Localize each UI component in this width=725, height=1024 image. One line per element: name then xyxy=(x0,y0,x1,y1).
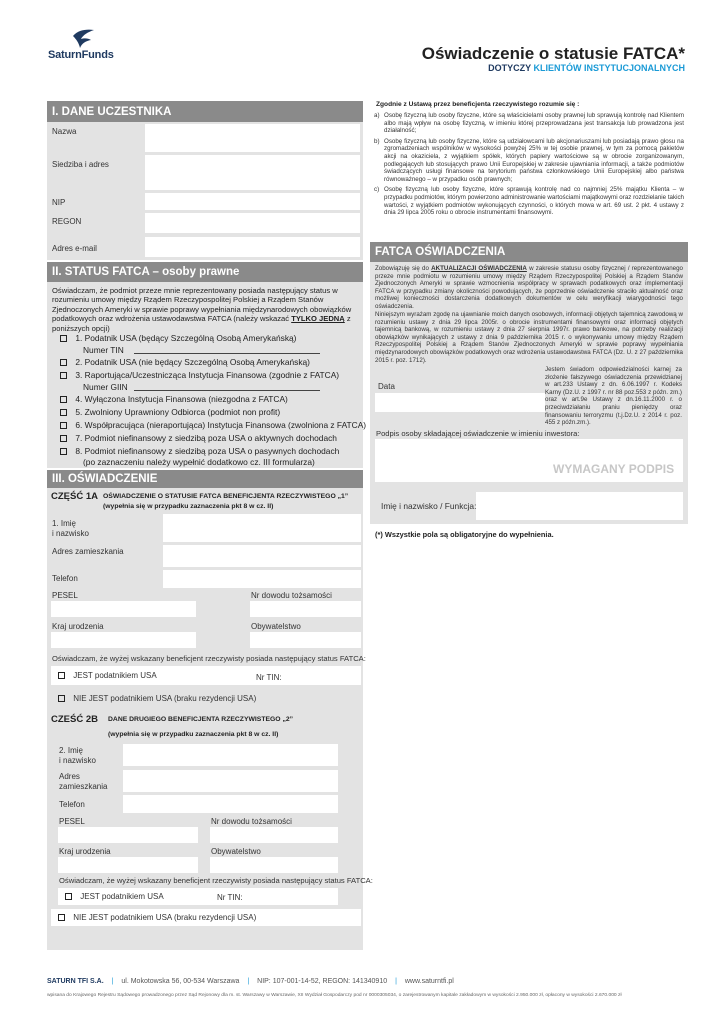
name-function-label: Imię i nazwisko / Funkcja: xyxy=(381,501,477,511)
checkbox[interactable] xyxy=(58,914,65,921)
b1-phone-field[interactable] xyxy=(163,570,361,588)
b1-id-label: Nr dowodu tożsamości xyxy=(251,591,332,600)
checkbox[interactable] xyxy=(58,695,65,702)
status-option-8[interactable] xyxy=(60,446,339,456)
regon-label: REGON xyxy=(52,217,82,226)
section-2-header xyxy=(47,262,363,282)
b1-notus-label: NIE JEST podatnikiem USA (braku rezydencji USA) xyxy=(73,694,257,703)
b2-notus-label: NIE JEST podatnikiem USA (braku rezydencji USA) xyxy=(73,913,257,922)
b1-name-field[interactable] xyxy=(163,514,361,542)
b2-pesel-field[interactable] xyxy=(58,827,198,843)
giin-line[interactable] xyxy=(134,390,320,391)
section-3-header xyxy=(47,470,363,488)
fatca-para-1-rest: w zakresie statusu osoby fizycznej / reprezentowanego przeze mnie podmiotu w rozumieniu umowy między Rządem Rzeczypospolitej Polskiej a Rządem Stanów Zjednoczonych Ameryki w sprawie wzmocnienia współpracy w sprawach podatkowych oraz implementacji FATCA w przypadku zmiany okoliczności powodujących, że poprzednie oświadczenie straciło aktualność oraz możliwej konieczności dostarczenia dodatkowych dokumentów w celu weryfikacji wiarygodności tego oświadczenia. xyxy=(375,265,684,310)
status-option-7[interactable] xyxy=(60,433,337,443)
checkbox[interactable] xyxy=(60,409,67,416)
status-option-5-label: 5. Zwolniony Uprawniony Odbiorca (podmiot non profit) xyxy=(75,407,281,417)
status-option-6[interactable] xyxy=(60,420,366,430)
checkbox[interactable] xyxy=(60,435,67,442)
part-1a-title: OŚWIADCZENIE O STATUSIE FATCA BENEFICJENTA RZECZYWISTEGO „1” xyxy=(103,493,349,500)
b2-tin-label: Nr TIN: xyxy=(217,893,243,902)
definition-letter: a) xyxy=(374,112,380,119)
status-intro xyxy=(52,286,358,333)
b1-address-label: Adres zamieszkania xyxy=(52,547,124,556)
definitions-list xyxy=(374,112,684,217)
status-option-2-label: 2. Podatnik USA (nie będący Szczególną Osobą Amerykańską) xyxy=(75,357,310,367)
b2-us-option[interactable] xyxy=(65,892,164,901)
status-option-1[interactable] xyxy=(60,333,296,343)
required-note: (*) Wszystkie pola są obligatoryjne do wypełnienia. xyxy=(375,530,554,539)
saturn-bird-icon xyxy=(70,28,96,50)
b2-country-field[interactable] xyxy=(58,857,198,873)
part-2b-note: (wypełnia się w przypadku zaznaczenia pkt 8 w cz. II) xyxy=(108,731,279,738)
b2-address-label-1: Adres xyxy=(59,772,80,781)
b1-id-field[interactable] xyxy=(250,601,361,617)
b1-notus-option[interactable] xyxy=(58,694,256,703)
footer-web-link[interactable]: www.saturntfi.pl xyxy=(404,978,454,985)
footer-separator: | xyxy=(111,978,114,985)
address-field[interactable] xyxy=(145,155,360,190)
b2-us-label: JEST podatnikiem USA xyxy=(80,892,164,901)
name-label: Nazwa xyxy=(52,127,77,136)
b2-phone-field[interactable] xyxy=(123,795,338,813)
fatca-header xyxy=(370,242,688,262)
footer-nip: NIP: 107-001-14-52, REGON: 141340910 xyxy=(257,978,388,985)
definition-text: Osobę fizyczną lub osoby fizyczne, które są udziałowcami lub akcjonariuszami lub posiadają prawo głosu na zgromadzeniach wspólników w wysokości powyżej 25% w tej osobie prawnej, w tym za pomocą pakietów akcji na okaziciela, z wyjątkiem spółek, których papiery wartościowe są w obrocie zorganizowanym, podlegających lub stosujących prawo Unii Europejskiej w zakresie ujawniania informacji, a także podmiotów świadczących usługi finansowe na terytorium państwa członkowskiego Unii Europejskiej albo państwa równoważnego – w przypadku osób prawnych; xyxy=(384,137,684,183)
section-3-title: III. OŚWIADCZENIE xyxy=(52,473,158,485)
section-2-title: II. STATUS FATCA – osoby prawne xyxy=(52,266,240,278)
penalty-text: Jestem świadom odpowiedzialności karnej za złożenie fałszywego oświadczenia przewidzianej w art.233 Ustawy z dn. 6.06.1997 r. Kodeks Karny (Dz.U. z 1997 r. nr 88 poz.553 z późn. zm.) oraz w art.9e Ustawy z dn.16.11.2000 r. o przeciwdziałaniu praniu pieniędzy oraz finansowaniu terroryzmu (t.j.Dz.U. z 2014 r. poz. 455 z późn.zm.). xyxy=(545,366,682,427)
option-8-note: (po zaznaczeniu należy wypełnić dodatkowo cz. III formularza) xyxy=(83,457,315,467)
b1-us-label: JEST podatnikiem USA xyxy=(73,671,157,680)
status-option-1-label: 1. Podatnik USA (będący Szczególną Osobą Amerykańską) xyxy=(75,333,297,343)
status-option-6-label: 6. Współpracująca (nieraportująca) Instytucja Finansowa (zwolniona z FATCA) xyxy=(75,420,367,430)
status-intro-emphasis: TYLKO JEDNĄ xyxy=(291,314,345,324)
b2-name-label-2: i nazwisko xyxy=(59,756,96,765)
b2-id-label: Nr dowodu tożsamości xyxy=(211,817,292,826)
status-option-3[interactable] xyxy=(60,370,339,380)
part-2b-code: CZEŚĆ 2B xyxy=(51,714,98,725)
checkbox[interactable] xyxy=(58,672,65,679)
b2-address-field[interactable] xyxy=(123,770,338,792)
definition-letter: c) xyxy=(374,186,380,194)
definition-letter: b) xyxy=(374,137,380,145)
definition-item xyxy=(374,112,684,135)
status-option-7-label: 7. Podmiot niefinansowy z siedzibą poza USA o aktywnych dochodach xyxy=(75,433,337,443)
status-option-5[interactable] xyxy=(60,407,280,417)
b1-citizenship-field[interactable] xyxy=(250,632,361,648)
checkbox[interactable] xyxy=(65,893,72,900)
address-label: Siedziba i adres xyxy=(52,160,109,169)
section-1-title: I. DANE UCZESTNIKA xyxy=(52,105,172,118)
page-title: Oświadczenie o statusie FATCA* xyxy=(421,44,685,63)
b2-citizenship-label: Obywatelstwo xyxy=(211,847,261,856)
nip-field[interactable] xyxy=(145,193,360,210)
nip-label: NIP xyxy=(52,198,66,207)
regon-field[interactable] xyxy=(145,213,360,233)
checkbox[interactable] xyxy=(60,372,67,379)
b2-notus-option[interactable] xyxy=(58,913,256,922)
checkbox[interactable] xyxy=(60,396,67,403)
b1-declare-text: Oświadczam, że wyżej wskazany beneficjent rzeczywisty posiada następujący status FATCA: xyxy=(52,654,366,663)
signature-watermark: WYMAGANY PODPIS xyxy=(553,462,675,476)
footer-separator: | xyxy=(247,978,250,985)
fatca-para-2: Niniejszym wyrażam zgodę na ujawnianie moich danych osobowych, informacji objętych tajemnicą zawodową w rozumieniu ustawy z dnia 29 lipca 2005r. o obrocie instrumentami finansowymi oraz informacji objętych tajemnicą bankową, w rozumieniu ustawy z dnia 27 sierpnia 1997r. prawo bankowe, na potrzeby realizacji obowiązków wynikających z ustawy z dnia 9 października 2015 r. o wykonywaniu umowy między Rządem Rzeczypospolitej Polskiej a Rządem Stanów Zjednoczonych Ameryki w sprawie poprawy wypełniania międzynarodowych obowiązków podatkowych oraz wdrożenia ustawodawstwa FATCA (Dz. U. z 27 października 2015 r. poz. 1712). xyxy=(375,311,683,364)
b2-declare-text: Oświadczam, że wyżej wskazany beneficjent rzeczywisty posiada następujący status FATCA: xyxy=(59,876,373,885)
b1-pesel-label: PESEL xyxy=(52,591,78,600)
checkbox[interactable] xyxy=(60,335,67,342)
logo xyxy=(40,28,130,66)
status-option-2[interactable] xyxy=(60,357,310,367)
definition-item xyxy=(374,186,684,216)
footer-line xyxy=(47,978,454,985)
footer-legal: wpisana do Krajowego Rejestru Sądowego prowadzonego przez Sąd Rejonowy dla m. st. Warszawy w Warszawie, XII Wydział Gospodarczy pod nr 0000305034, o zarejestrowanym kapitale zakładowym w wysokości 2.950.000 zł, opłacony w wysokości 2.670.000 zł xyxy=(47,993,622,998)
b2-phone-label: Telefon xyxy=(59,800,85,809)
b2-address-label-2: zamieszkania xyxy=(59,782,108,791)
tin-label: Numer TIN xyxy=(83,345,124,355)
footer-separator: | xyxy=(395,978,397,985)
logo-text: SaturnFunds xyxy=(48,49,114,61)
b1-country-label: Kraj urodzenia xyxy=(52,622,104,631)
footer-address: ul. Mokotowska 56, 00-534 Warszawa xyxy=(121,978,240,985)
tin-row xyxy=(83,345,124,355)
part-1a-code: CZĘŚĆ 1A xyxy=(51,491,98,502)
status-option-3-label: 3. Raportująca/Uczestnicząca Instytucja Finansowa (zgodnie z FATCA) xyxy=(75,370,340,380)
fatca-title: FATCA OŚWIADCZENIA xyxy=(375,246,506,258)
definition-text: Osobę fizyczną lub osoby fizyczne, które są właścicielami osoby prawnej lub sprawują kontrolę nad Klientem albo mają wpływ na osobę fizyczną, w imieniu której przeprowadzana jest transakcja lub prowadzona jest działalność; xyxy=(384,112,684,135)
part-1a-note: (wypełnia się w przypadku zaznaczenia pkt 8 w cz. II) xyxy=(103,503,274,510)
b1-country-field[interactable] xyxy=(51,632,196,648)
fatca-para-1-emphasis: AKTUALIZACJI OŚWIADCZENIA xyxy=(431,265,527,272)
definitions-title: Zgodnie z Ustawą przez beneficjenta rzeczywistego rozumie się : xyxy=(376,101,580,108)
tin-line[interactable] xyxy=(134,353,320,354)
name-field[interactable] xyxy=(145,124,360,152)
b1-pesel-field[interactable] xyxy=(51,601,196,617)
b2-id-field[interactable] xyxy=(210,827,338,843)
name-function-field[interactable] xyxy=(476,492,683,520)
definition-item xyxy=(374,138,684,184)
status-intro-text: Oświadczam, że podmiot przeze mnie reprezentowany posiada następujący status w rozumieniu umowy między Rządem Rzeczypospolitej Polskiej a Rządem Stanów Zjednoczonych Ameryki w sprawie poprawy wypełniania międzynarodowych obowiązków podatkowych oraz wdrożenia ustawodawstwa FATCA (należy wskazać xyxy=(52,286,352,324)
footer-company: SATURN TFI S.A. xyxy=(47,978,104,985)
giin-label: Numer GIIN xyxy=(83,382,128,392)
checkbox[interactable] xyxy=(60,422,67,429)
b2-name-label-1: 2. Imię xyxy=(59,746,84,755)
b2-pesel-label: PESEL xyxy=(59,817,85,826)
b1-citizenship-label: Obywatelstwo xyxy=(251,622,301,631)
subtitle-prefix: DOTYCZY xyxy=(488,63,531,73)
subtitle-highlight: KLIENTÓW INSTYTUCJONALNYCH xyxy=(533,63,685,73)
b1-tin-label: Nr TIN: xyxy=(256,673,282,682)
section-1-header xyxy=(47,101,363,122)
b1-name-label-2: i nazwisko xyxy=(52,529,89,538)
b2-name-field[interactable] xyxy=(123,744,338,766)
date-field[interactable] xyxy=(375,393,545,412)
b2-country-label: Kraj urodzenia xyxy=(59,847,111,856)
fatca-para-1-start: Zobowiązuję się do xyxy=(375,265,429,272)
b2-citizenship-field[interactable] xyxy=(210,857,338,873)
status-intro-tail: z poniższych opcji) xyxy=(52,314,351,333)
checkbox[interactable] xyxy=(60,448,67,455)
b1-name-label-1: 1. Imię xyxy=(52,519,77,528)
b1-address-field[interactable] xyxy=(163,545,361,567)
status-option-4[interactable] xyxy=(60,394,288,404)
part-2b-title: DANE DRUGIEGO BENEFICJENTA RZECZYWISTEGO „2” xyxy=(108,716,294,723)
email-label: Adres e-mail xyxy=(52,244,97,253)
status-option-4-label: 4. Wyłączona Instytucja Finansowa (niezgodna z FATCA) xyxy=(75,394,288,404)
giin-row xyxy=(83,382,128,392)
signature-label: Podpis osoby składającej oświadczenie w imieniu inwestora: xyxy=(376,429,580,438)
date-label: Data xyxy=(378,382,395,391)
definition-text: Osobę fizyczną lub osoby fizyczne, które sprawują kontrolę nad co najmniej 25% majątku Klienta – w przypadku podmiotów, którym powierzono administrowanie wartościami majątkowymi oraz rozdzielanie takich wartości, z wyjątkiem podmiotów wykonujących czynności, o których mowa w art. 69 ust. 2 pkt. 4 ustawy z dnia 29 lipca 2005 roku o obrocie instrumentami finansowymi. xyxy=(384,186,684,217)
page-subtitle xyxy=(488,63,685,73)
status-option-8-label: 8. Podmiot niefinansowy z siedzibą poza USA o pasywnych dochodach xyxy=(75,446,340,456)
fatca-para-1 xyxy=(375,265,683,311)
checkbox[interactable] xyxy=(60,359,67,366)
email-field[interactable] xyxy=(145,237,360,257)
b1-phone-label: Telefon xyxy=(52,574,78,583)
b1-us-option[interactable] xyxy=(58,671,157,680)
